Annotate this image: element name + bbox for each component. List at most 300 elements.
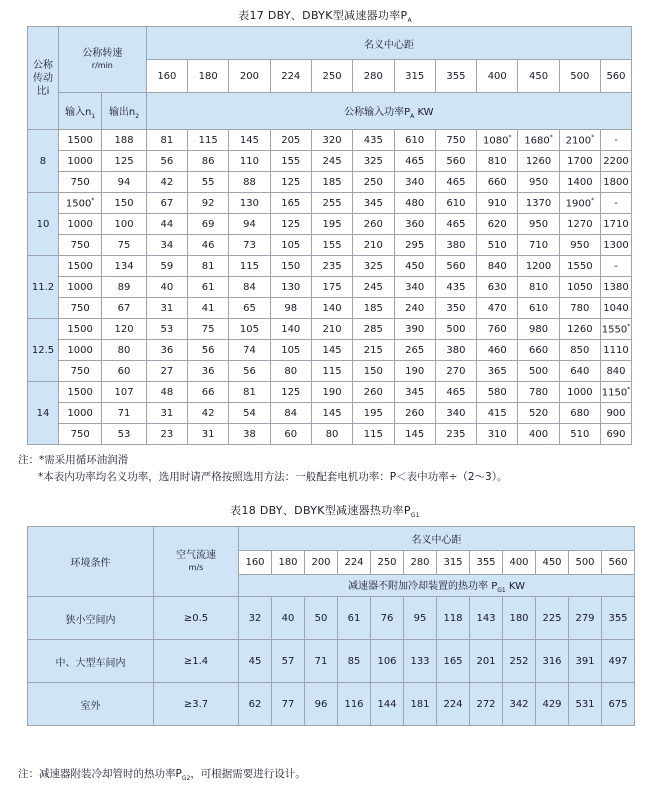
power-cell bbox=[353, 256, 394, 277]
power-value: 80 bbox=[284, 365, 298, 377]
power-cell bbox=[188, 424, 229, 445]
power-cell bbox=[600, 382, 631, 403]
power-value: 500 bbox=[446, 323, 466, 335]
thermal-power-cell: 342 bbox=[503, 683, 536, 726]
power-cell bbox=[353, 424, 394, 445]
table17-title: 表17 DBY、DBYK型减速器功率$P_A$ bbox=[238, 9, 412, 25]
power-value: 325 bbox=[363, 260, 383, 272]
output-speed-header: 输出$n_2$ bbox=[102, 93, 146, 130]
power-cell bbox=[146, 403, 187, 424]
power-value: 340 bbox=[405, 281, 425, 293]
power-cell bbox=[353, 361, 394, 382]
power-value: 1800 bbox=[603, 176, 629, 188]
table-row bbox=[28, 597, 635, 640]
power-value: 470 bbox=[487, 302, 507, 314]
power-cell bbox=[229, 151, 270, 172]
thermal-power-cell: 106 bbox=[371, 640, 404, 683]
power-value: 215 bbox=[363, 344, 383, 356]
power-cell bbox=[146, 424, 187, 445]
thermal-power-cell: 77 bbox=[272, 683, 305, 726]
power-value: 1710 bbox=[603, 218, 629, 230]
power-value: 2200 bbox=[603, 155, 629, 167]
ratio-cell: 10 bbox=[28, 193, 59, 256]
power-cell bbox=[435, 214, 476, 235]
power-value: 365 bbox=[487, 365, 507, 377]
power-value: 115 bbox=[363, 428, 383, 440]
power-value: 80 bbox=[325, 428, 339, 440]
thermal-power-cell: 71 bbox=[305, 640, 338, 683]
power-cell bbox=[518, 214, 559, 235]
output-speed-cell: 134 bbox=[102, 256, 146, 277]
power-cell bbox=[435, 235, 476, 256]
power-value: 125 bbox=[281, 176, 301, 188]
power-value: 145 bbox=[322, 344, 342, 356]
power-cell bbox=[229, 382, 270, 403]
power-value: 34 bbox=[160, 239, 174, 251]
power-value: 210 bbox=[322, 323, 342, 335]
power-cell bbox=[435, 319, 476, 340]
power-cell bbox=[559, 361, 600, 382]
thermal-power-cell: 85 bbox=[338, 640, 371, 683]
power-value: 1200 bbox=[525, 260, 552, 272]
power-value: 390 bbox=[405, 323, 425, 335]
power-cell bbox=[311, 277, 352, 298]
power-cell bbox=[435, 361, 476, 382]
power-value: 840 bbox=[487, 260, 507, 272]
power-cell bbox=[146, 361, 187, 382]
oil-mark: * bbox=[508, 133, 512, 141]
input-speed-cell bbox=[58, 298, 101, 319]
power-value: 630 bbox=[487, 281, 507, 293]
power-cell bbox=[518, 193, 559, 214]
power-value: 840 bbox=[606, 365, 626, 377]
power-cell bbox=[188, 193, 229, 214]
center-distance-cell: 250 bbox=[311, 60, 352, 93]
power-cell bbox=[270, 340, 311, 361]
input-speed-cell bbox=[58, 256, 101, 277]
power-cell bbox=[229, 172, 270, 193]
power-cell bbox=[146, 277, 187, 298]
thermal-power-table bbox=[27, 526, 635, 726]
power-value: 84 bbox=[284, 407, 298, 419]
power-cell bbox=[311, 298, 352, 319]
power-cell bbox=[270, 214, 311, 235]
power-cell bbox=[518, 277, 559, 298]
power-cell bbox=[311, 319, 352, 340]
power-cell bbox=[600, 361, 631, 382]
power-value: 75 bbox=[201, 323, 215, 335]
power-cell bbox=[477, 235, 518, 256]
thermal-power-cell: 50 bbox=[305, 597, 338, 640]
power-value: 750 bbox=[446, 134, 466, 146]
power-value: 190 bbox=[405, 365, 425, 377]
power-value: 285 bbox=[363, 323, 383, 335]
input-speed-cell bbox=[58, 382, 101, 403]
output-speed-cell: 107 bbox=[102, 382, 146, 403]
center-distance-cell: 400 bbox=[503, 551, 536, 575]
input-speed-value: 1000 bbox=[67, 344, 93, 356]
power-value: 235 bbox=[446, 428, 466, 440]
power-value: 660 bbox=[528, 344, 549, 356]
power-cell bbox=[559, 298, 600, 319]
power-value: 74 bbox=[243, 344, 256, 356]
center-distance-cell: 224 bbox=[338, 551, 371, 575]
power-cell bbox=[188, 256, 229, 277]
power-table bbox=[27, 26, 632, 445]
power-value: 46 bbox=[201, 239, 215, 251]
center-distance-header: 名义中心距 bbox=[146, 27, 631, 60]
power-cell bbox=[518, 235, 559, 256]
power-value: 105 bbox=[281, 239, 301, 251]
power-cell bbox=[146, 256, 187, 277]
power-cell bbox=[435, 172, 476, 193]
center-distance-cell: 560 bbox=[600, 60, 631, 93]
power-value: 130 bbox=[239, 197, 259, 209]
power-cell bbox=[394, 277, 435, 298]
power-value: 155 bbox=[322, 239, 342, 251]
power-cell bbox=[311, 382, 352, 403]
input-speed-cell bbox=[58, 403, 101, 424]
power-value: 680 bbox=[570, 407, 590, 419]
power-value: 400 bbox=[528, 428, 549, 440]
power-cell bbox=[270, 193, 311, 214]
power-cell bbox=[394, 340, 435, 361]
power-value: 240 bbox=[405, 302, 425, 314]
power-value: 465 bbox=[446, 218, 466, 230]
power-value: 320 bbox=[322, 134, 342, 146]
power-cell bbox=[559, 403, 600, 424]
power-cell bbox=[600, 214, 631, 235]
power-cell bbox=[600, 340, 631, 361]
thermal-power-cell: 225 bbox=[536, 597, 569, 640]
table18-footnote: 注：减速器附装冷却管时的热功率$P_{G2}$，可根据需要进行设计。 bbox=[18, 768, 306, 783]
power-cell bbox=[188, 298, 229, 319]
thermal-power-header: 减速器不附加冷却装置的热功率 $P_{G1}$ KW bbox=[239, 575, 635, 597]
power-cell bbox=[477, 403, 518, 424]
power-cell bbox=[146, 151, 187, 172]
power-cell bbox=[435, 130, 476, 151]
air-speed-header: 空气流速 m/s bbox=[154, 527, 239, 597]
power-cell bbox=[270, 403, 311, 424]
power-value: 580 bbox=[487, 386, 507, 398]
table-row bbox=[28, 319, 632, 340]
power-cell bbox=[270, 277, 311, 298]
input-speed-value: 750 bbox=[70, 176, 90, 188]
power-value: 415 bbox=[487, 407, 507, 419]
power-cell bbox=[518, 403, 559, 424]
input-speed-cell bbox=[58, 214, 101, 235]
oil-mark: * bbox=[627, 322, 631, 330]
power-value: 450 bbox=[405, 260, 425, 272]
output-speed-cell: 75 bbox=[102, 235, 146, 256]
power-value: 31 bbox=[160, 302, 174, 314]
power-value: 510 bbox=[570, 428, 590, 440]
power-cell bbox=[559, 256, 600, 277]
power-value: 1550 bbox=[567, 260, 593, 272]
power-cell bbox=[188, 151, 229, 172]
power-value: 1040 bbox=[603, 302, 629, 314]
center-distance-cell: 450 bbox=[518, 60, 559, 93]
power-cell bbox=[435, 277, 476, 298]
power-cell bbox=[188, 277, 229, 298]
power-cell bbox=[188, 340, 229, 361]
power-cell bbox=[435, 424, 476, 445]
power-cell bbox=[353, 151, 394, 172]
power-value: 84 bbox=[243, 281, 256, 293]
power-value: 2100 bbox=[565, 135, 592, 147]
power-value: 640 bbox=[570, 365, 590, 377]
power-value: 910 bbox=[487, 197, 507, 209]
input-speed-value: 1500 bbox=[65, 198, 92, 210]
thermal-power-cell: 45 bbox=[239, 640, 272, 683]
power-value: 145 bbox=[239, 134, 259, 146]
power-value: 1080 bbox=[483, 135, 509, 147]
table-row bbox=[28, 298, 632, 319]
center-distance-cell: 315 bbox=[394, 60, 435, 93]
air-speed-cell: ≥0.5 bbox=[154, 597, 239, 640]
power-value: 165 bbox=[281, 197, 301, 209]
power-value: 115 bbox=[198, 134, 218, 146]
power-value: 260 bbox=[405, 407, 425, 419]
power-value: 435 bbox=[446, 281, 466, 293]
power-cell bbox=[559, 172, 600, 193]
thermal-power-cell: 201 bbox=[470, 640, 503, 683]
power-cell bbox=[435, 151, 476, 172]
power-cell bbox=[559, 424, 600, 445]
power-cell bbox=[477, 193, 518, 214]
power-cell bbox=[435, 298, 476, 319]
table-row bbox=[28, 424, 632, 445]
power-cell bbox=[394, 256, 435, 277]
power-cell bbox=[477, 172, 518, 193]
power-value: 38 bbox=[243, 428, 256, 440]
power-cell bbox=[600, 403, 631, 424]
power-value: 190 bbox=[322, 386, 342, 398]
table-row bbox=[28, 256, 632, 277]
env-cell: 室外 bbox=[28, 683, 154, 726]
thermal-power-cell: 279 bbox=[569, 597, 602, 640]
power-cell bbox=[559, 151, 600, 172]
table-row bbox=[28, 172, 632, 193]
power-value: 780 bbox=[528, 386, 549, 398]
input-speed-value: 1500 bbox=[67, 323, 93, 335]
center-distance-cell: 315 bbox=[437, 551, 470, 575]
env-cell: 狭小空间内 bbox=[28, 597, 154, 640]
power-value: 345 bbox=[405, 386, 425, 398]
power-cell bbox=[353, 382, 394, 403]
power-cell bbox=[270, 256, 311, 277]
power-cell bbox=[229, 340, 270, 361]
power-value: 145 bbox=[405, 428, 425, 440]
power-cell bbox=[559, 130, 600, 151]
power-cell bbox=[146, 319, 187, 340]
center-distance-cell: 560 bbox=[602, 551, 635, 575]
center-distance-cell: 500 bbox=[569, 551, 602, 575]
power-cell bbox=[188, 214, 229, 235]
input-speed-value: 1500 bbox=[67, 386, 93, 398]
power-value: 690 bbox=[606, 428, 626, 440]
power-value: 44 bbox=[160, 218, 174, 230]
power-cell bbox=[146, 193, 187, 214]
thermal-power-cell: 62 bbox=[239, 683, 272, 726]
thermal-power-cell: 95 bbox=[404, 597, 437, 640]
power-value: 65 bbox=[243, 302, 256, 314]
power-cell bbox=[353, 277, 394, 298]
thermal-power-cell: 165 bbox=[437, 640, 470, 683]
thermal-power-cell: 224 bbox=[437, 683, 470, 726]
output-speed-cell: 67 bbox=[102, 298, 146, 319]
thermal-power-cell: 61 bbox=[338, 597, 371, 640]
table-row bbox=[28, 130, 632, 151]
power-value: 195 bbox=[363, 407, 383, 419]
power-cell bbox=[311, 235, 352, 256]
power-cell bbox=[311, 193, 352, 214]
power-cell bbox=[146, 298, 187, 319]
power-cell bbox=[477, 361, 518, 382]
power-cell bbox=[394, 382, 435, 403]
output-speed-cell: 89 bbox=[102, 277, 146, 298]
power-value: 1050 bbox=[567, 281, 593, 293]
power-cell bbox=[270, 424, 311, 445]
output-speed-cell: 60 bbox=[102, 361, 146, 382]
thermal-power-cell: 40 bbox=[272, 597, 305, 640]
thermal-power-cell: 57 bbox=[272, 640, 305, 683]
power-value: 1000 bbox=[567, 386, 593, 398]
power-value: 140 bbox=[322, 302, 342, 314]
power-cell bbox=[188, 235, 229, 256]
power-value: 480 bbox=[405, 197, 425, 209]
table-row bbox=[28, 361, 632, 382]
power-value: 81 bbox=[243, 386, 256, 398]
power-value: 42 bbox=[160, 176, 174, 188]
power-cell bbox=[229, 214, 270, 235]
power-value: 92 bbox=[201, 197, 215, 209]
output-speed-cell: 125 bbox=[102, 151, 146, 172]
center-distance-cell: 250 bbox=[371, 551, 404, 575]
power-value: 56 bbox=[243, 365, 256, 377]
power-cell bbox=[600, 235, 631, 256]
power-cell bbox=[600, 298, 631, 319]
power-cell bbox=[518, 382, 559, 403]
power-value: 59 bbox=[160, 260, 174, 272]
power-value: 340 bbox=[446, 407, 466, 419]
power-cell bbox=[559, 235, 600, 256]
power-cell bbox=[311, 214, 352, 235]
power-cell bbox=[270, 298, 311, 319]
power-value: 54 bbox=[243, 407, 256, 419]
power-cell bbox=[353, 214, 394, 235]
power-value: 86 bbox=[201, 155, 215, 167]
power-value: 1110 bbox=[603, 344, 629, 356]
power-cell bbox=[559, 382, 600, 403]
power-value: 760 bbox=[487, 323, 507, 335]
power-value: 23 bbox=[160, 428, 174, 440]
power-cell bbox=[477, 319, 518, 340]
power-value: 380 bbox=[446, 239, 466, 251]
power-cell bbox=[477, 256, 518, 277]
power-cell bbox=[146, 130, 187, 151]
oil-mark: * bbox=[549, 133, 553, 141]
power-value: 56 bbox=[160, 155, 174, 167]
power-value: 310 bbox=[487, 428, 507, 440]
power-value: 325 bbox=[363, 155, 383, 167]
power-cell bbox=[270, 319, 311, 340]
power-cell bbox=[270, 235, 311, 256]
thermal-power-cell: 76 bbox=[371, 597, 404, 640]
power-cell bbox=[477, 277, 518, 298]
thermal-power-cell: 32 bbox=[239, 597, 272, 640]
power-cell bbox=[600, 319, 631, 340]
power-value: 98 bbox=[284, 302, 298, 314]
power-cell bbox=[435, 193, 476, 214]
power-value: 1550 bbox=[601, 324, 628, 336]
power-cell bbox=[394, 361, 435, 382]
power-cell bbox=[270, 172, 311, 193]
power-value: 270 bbox=[446, 365, 466, 377]
power-cell bbox=[353, 130, 394, 151]
power-value: 53 bbox=[160, 323, 174, 335]
power-value: 295 bbox=[405, 239, 425, 251]
power-value: 260 bbox=[363, 218, 383, 230]
table17-notes: 注：*需采用循环油润滑 *本表内功率均名义功率，选用时请严格按照选用方法：一般配套电机功率：P＜表中功率÷（2～3）。 bbox=[18, 454, 508, 483]
output-speed-cell: 188 bbox=[102, 130, 146, 151]
power-cell bbox=[311, 424, 352, 445]
power-cell bbox=[270, 151, 311, 172]
power-cell bbox=[477, 151, 518, 172]
power-cell bbox=[188, 130, 229, 151]
power-cell bbox=[559, 277, 600, 298]
center-distance-cell: 400 bbox=[477, 60, 518, 93]
power-cell bbox=[353, 403, 394, 424]
power-cell bbox=[146, 172, 187, 193]
table-row bbox=[28, 382, 632, 403]
thermal-power-cell: 316 bbox=[536, 640, 569, 683]
power-value: - bbox=[614, 260, 618, 272]
power-cell bbox=[394, 130, 435, 151]
power-cell bbox=[394, 214, 435, 235]
power-value: 265 bbox=[405, 344, 425, 356]
power-value: 1370 bbox=[525, 197, 552, 209]
power-cell bbox=[518, 130, 559, 151]
ratio-header: 公称 传动比i bbox=[28, 27, 59, 130]
power-cell bbox=[229, 403, 270, 424]
power-cell bbox=[311, 130, 352, 151]
power-value: 810 bbox=[487, 155, 507, 167]
input-speed-cell bbox=[58, 235, 101, 256]
power-cell bbox=[229, 319, 270, 340]
power-value: 125 bbox=[281, 386, 301, 398]
output-speed-cell: 94 bbox=[102, 172, 146, 193]
power-cell bbox=[435, 382, 476, 403]
power-value: 210 bbox=[363, 239, 383, 251]
thermal-power-cell: 181 bbox=[404, 683, 437, 726]
power-value: 235 bbox=[322, 260, 342, 272]
power-value: 115 bbox=[239, 260, 259, 272]
ratio-cell: 12.5 bbox=[28, 319, 59, 382]
power-cell bbox=[311, 172, 352, 193]
power-value: 1900 bbox=[565, 198, 592, 210]
input-speed-cell bbox=[58, 130, 101, 151]
power-value: 850 bbox=[570, 344, 590, 356]
power-cell bbox=[353, 235, 394, 256]
table-row bbox=[28, 640, 635, 683]
power-value: 345 bbox=[363, 197, 383, 209]
power-value: 81 bbox=[201, 260, 215, 272]
power-value: 1150 bbox=[601, 387, 628, 399]
power-value: 1270 bbox=[567, 218, 593, 230]
power-value: 40 bbox=[160, 281, 174, 293]
power-value: 175 bbox=[322, 281, 342, 293]
